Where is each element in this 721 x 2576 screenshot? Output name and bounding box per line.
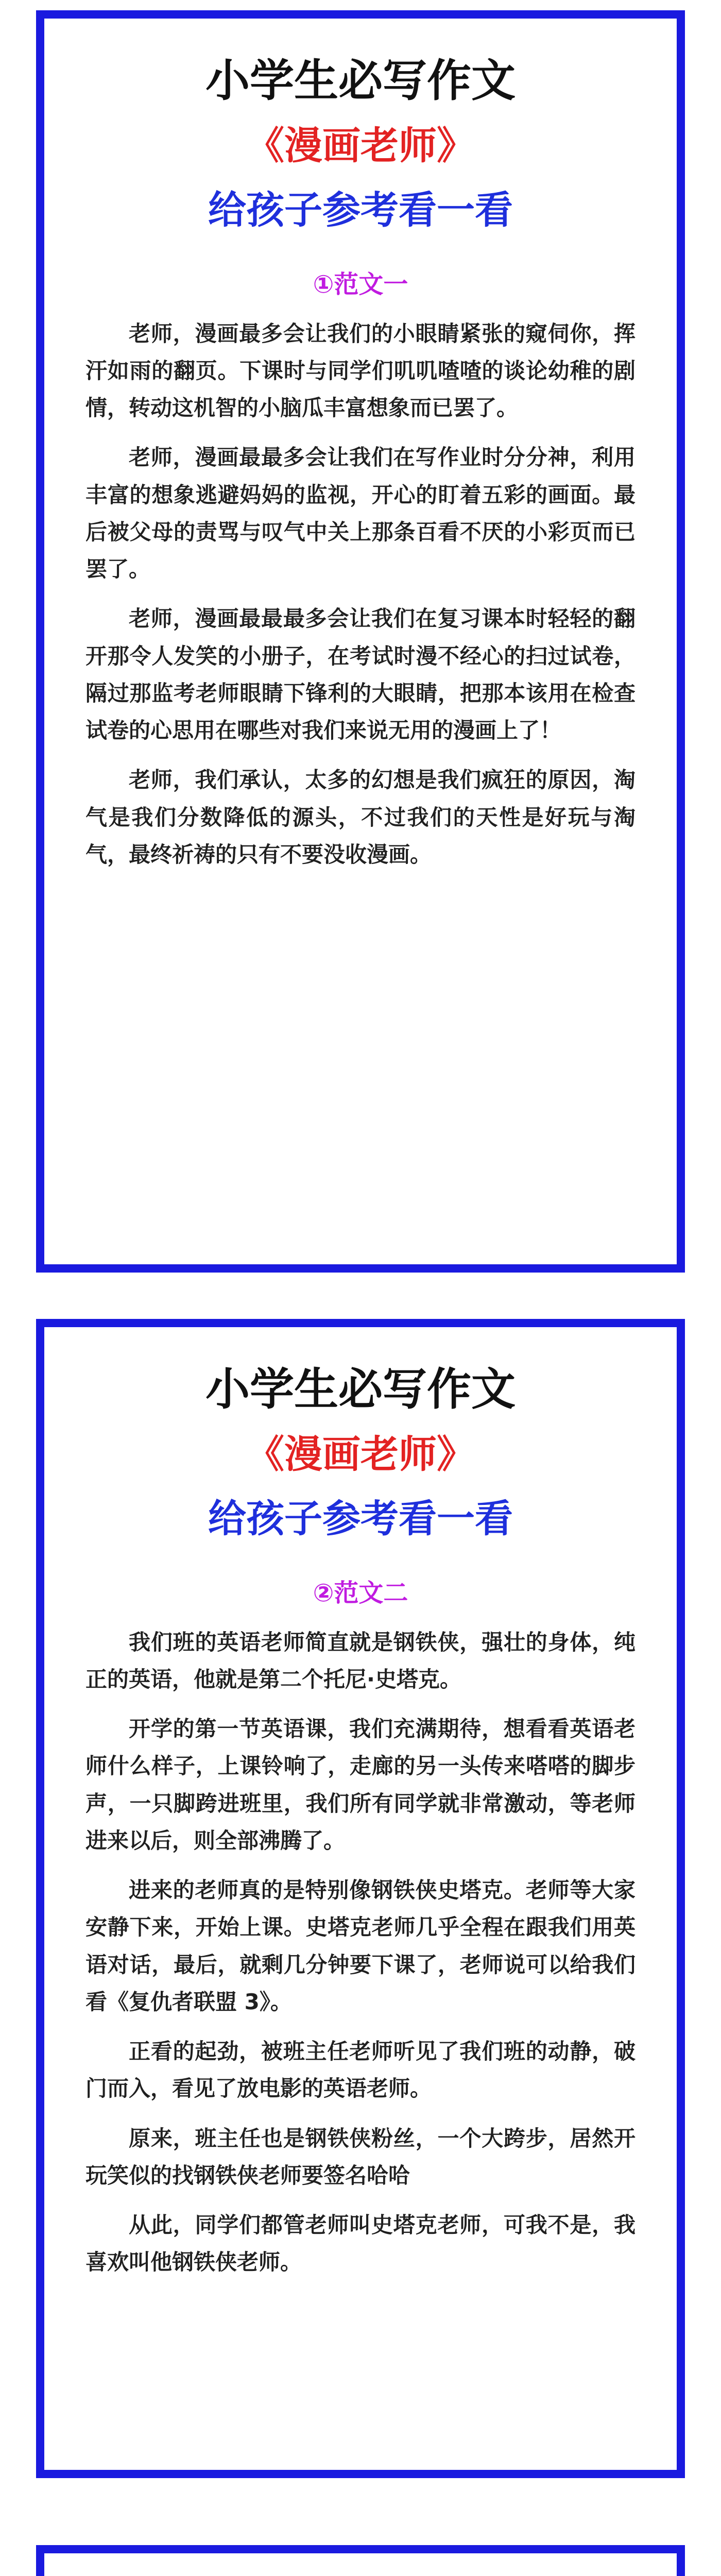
article-card-1 [36, 10, 685, 1273]
article-tagline: 给孩子参考看一看 [208, 188, 513, 232]
paragraph: 从此，同学们都管老师叫史塔克老师，可我不是，我喜欢叫他钢铁侠老师。 [85, 2212, 636, 2275]
article-tagline: 给孩子参考看一看 [208, 1496, 513, 1541]
article-card-3 [36, 2545, 685, 2576]
article-subtitle: 《漫画老师》 [246, 124, 475, 168]
article-title: 小学生必写作文 [205, 55, 516, 107]
sample-label: ②范文二 [313, 1578, 408, 1607]
paragraph: 老师，漫画最最多会让我们在写作业时分分神，利用丰富的想象逃避妈妈的监视，开心的盯着五彩的画面。最后被父母的责骂与叹气中关上那条百看不厌的小彩页而已罢了。 [85, 445, 636, 582]
paragraph: 进来的老师真的是特别像钢铁侠史塔克。老师等大家安静下来，开始上课。史塔克老师几乎全程在跟我们用英语对话，最后，就剩几分钟要下课了，老师说可以给我们看《复仇者联盟 3》。 [85, 1877, 636, 2014]
paragraph: 老师，漫画最最最多会让我们在复习课本时轻轻的翻开那令人发笑的小册子，在考试时漫不经心的扫过试卷，隔过那监考老师眼睛下锋利的大眼睛，把那本该用在检查试卷的心思用在哪些对我们来说无用的漫画上了！ [85, 606, 636, 743]
sample-label: ①范文一 [313, 269, 408, 299]
article-title: 小学生必写作文 [205, 1364, 516, 1415]
paragraph: 老师，我们承认，太多的幻想是我们疯狂的原因，淘气是我们分数降低的源头，不过我们的天性是好玩与淘气，最终祈祷的只有不要没收漫画。 [85, 767, 636, 867]
paragraph: 老师，漫画最多会让我们的小眼睛紧张的窥伺你，挥汗如雨的翻页。下课时与同学们叽叽喳喳的谈论幼稚的剧情，转动这机智的小脑瓜丰富想象而已罢了。 [85, 320, 636, 421]
article-subtitle: 《漫画老师》 [246, 1432, 475, 1477]
paragraph: 原来，班主任也是钢铁侠粉丝，一个大跨步，居然开玩笑似的找钢铁侠老师要签名哈哈 [85, 2125, 636, 2188]
paragraph: 开学的第一节英语课，我们充满期待，想看看英语老师什么样子，上课铃响了，走廊的另一头传来嗒嗒的脚步声，一只脚跨进班里，我们所有同学就非常激动，等老师进来以后，则全部沸腾了。 [85, 1716, 636, 1853]
article-card-2 [36, 1319, 685, 2478]
paragraph: 正看的起劲，被班主任老师听见了我们班的动静，破门而入，看见了放电影的英语老师。 [85, 2039, 636, 2102]
paragraph: 我们班的英语老师简直就是钢铁侠，强壮的身体，纯正的英语，他就是第二个托尼·史塔克。 [85, 1629, 636, 1692]
